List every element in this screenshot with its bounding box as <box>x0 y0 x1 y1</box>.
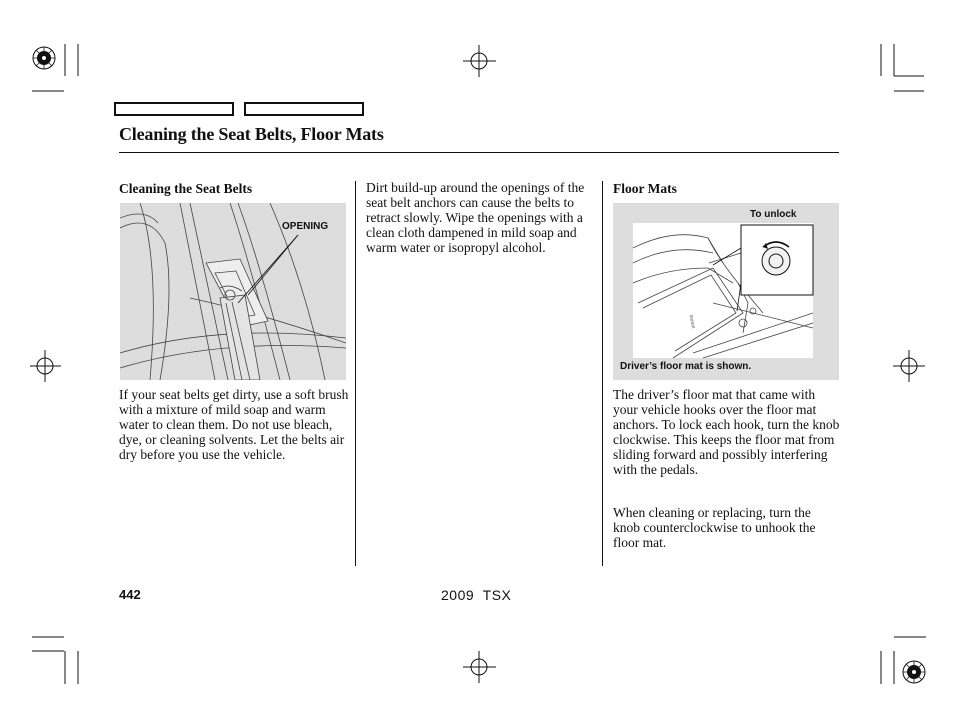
seat-belts-paragraph: If your seat belts get dirty, use a soft brush with a mixture of mild soap and warm water to clean them. Do not use bleach, dye, or cleaning solvents. Let the belts air dry before you use the vehicle. <box>119 387 349 462</box>
floor-mats-heading: Floor Mats <box>613 181 677 196</box>
column-divider-1 <box>355 181 356 566</box>
footer-model: 2009 TSX <box>441 587 512 603</box>
title-rule <box>119 152 839 153</box>
svg-text:≡≡≡≡: ≡≡≡≡ <box>687 314 696 330</box>
floor-mat-caption: Driver’s floor mat is shown. <box>620 361 752 372</box>
floor-mat-figure <box>613 203 839 380</box>
header-tab-box-2 <box>244 102 364 116</box>
seat-belts-paragraph-continued: Dirt build-up around the openings of the seat belt anchors can cause the belts to retract slowly. Wipe the openings with a clean cloth dampened in mild soap and warm water or isopropyl alcohol. <box>366 180 585 255</box>
floor-mats-paragraph-2: When cleaning or replacing, turn the knob counterclockwise to unhook the floor mat. <box>613 505 816 550</box>
header-tab-box-1 <box>114 102 234 116</box>
column-divider-2 <box>602 181 603 566</box>
floor-mats-paragraph-1: The driver’s floor mat that came with your vehicle hooks over the floor mat anchors. To lock each hook, turn the knob clockwise. This keeps the floor mat from sliding forward and possibly interfering with the pedals. <box>613 387 840 477</box>
to-unlock-label: To unlock <box>750 209 797 220</box>
opening-label: OPENING <box>282 221 329 232</box>
starburst-mark-bottom-right <box>903 661 925 683</box>
starburst-mark-top-left <box>33 47 55 69</box>
page-number: 442 <box>119 587 141 602</box>
page-title: Cleaning the Seat Belts, Floor Mats <box>119 124 384 144</box>
seat-belt-figure <box>120 203 346 380</box>
seat-belts-heading: Cleaning the Seat Belts <box>119 181 253 196</box>
floor-mat-illustration <box>613 203 839 380</box>
